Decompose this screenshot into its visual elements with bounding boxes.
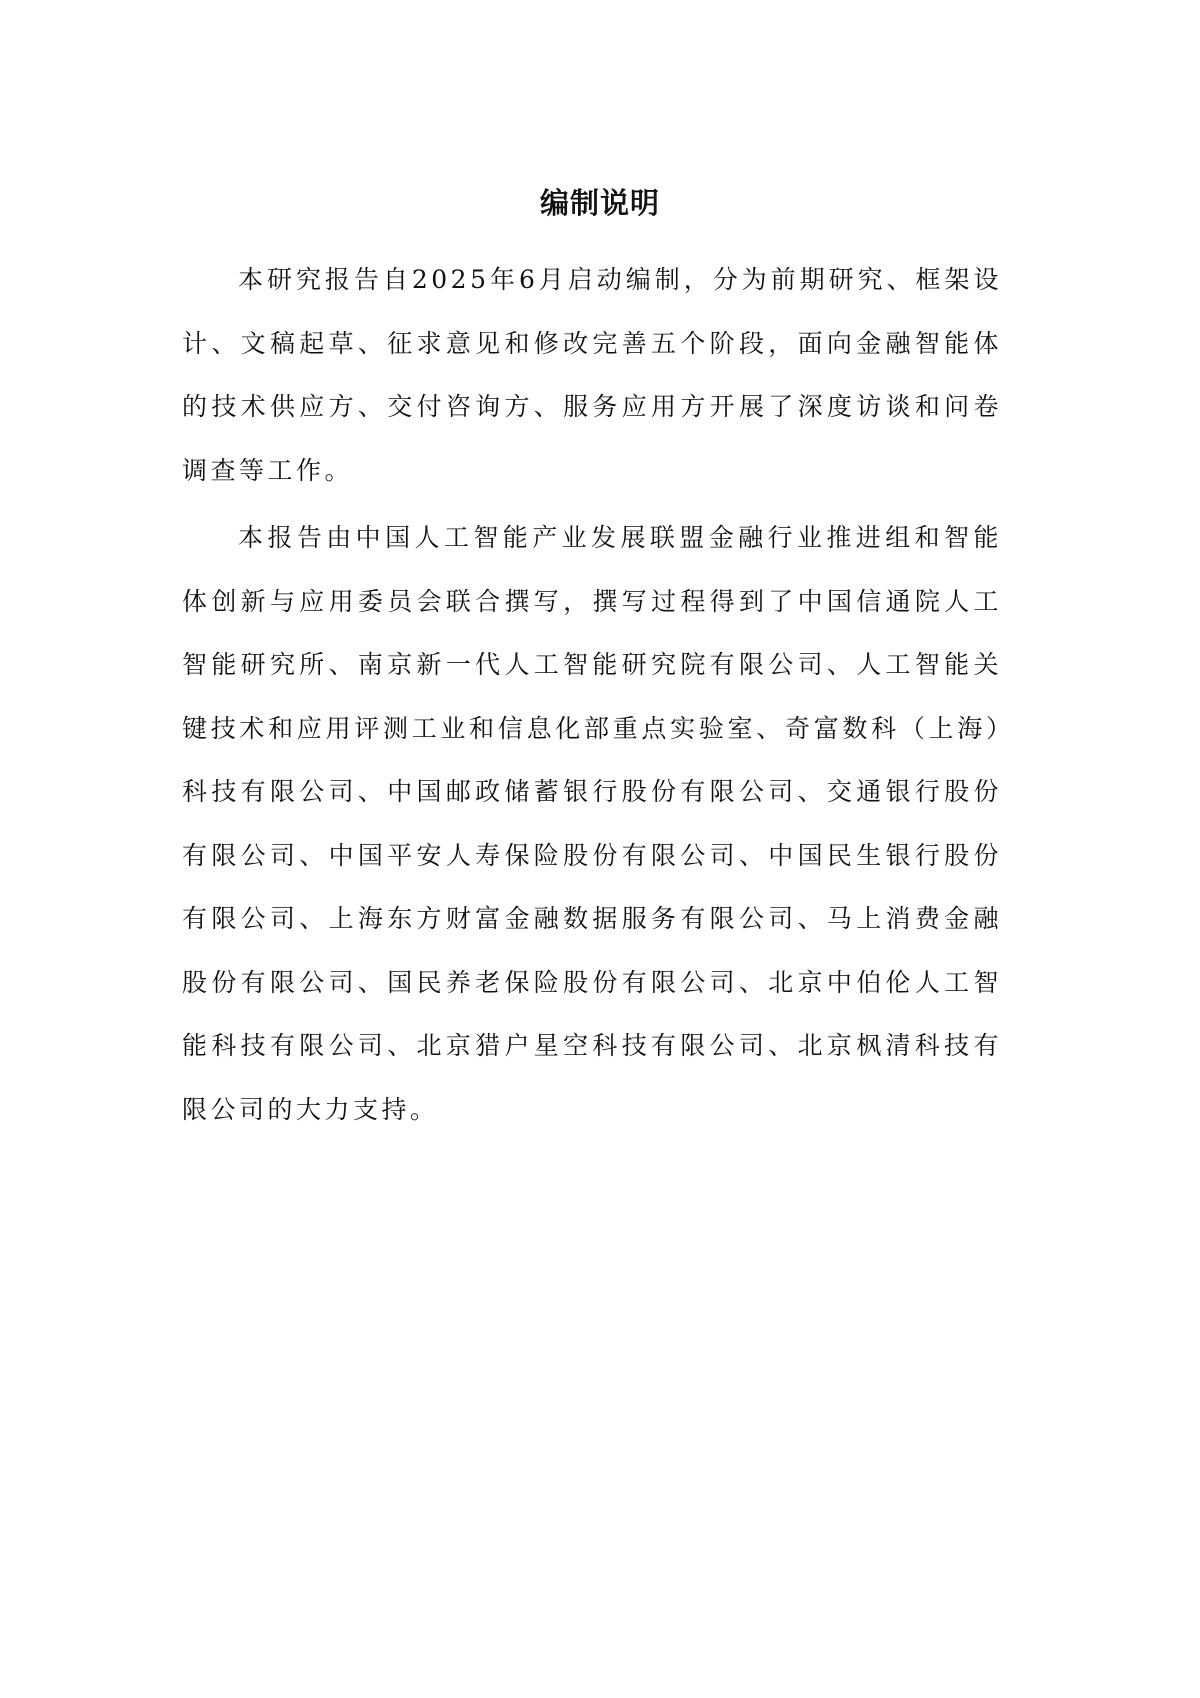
paragraph-compilation-process: 本研究报告自2025年6月启动编制，分为前期研究、框架设计、文稿起草、征求意见和修改完善五个阶段，面向金融智能体的技术供应方、交付咨询方、服务应用方开展了深度访谈和问卷调查等工作。 [182,265,1002,485]
document-body [182,248,1002,1145]
page-title: 编制说明 [539,186,660,220]
paragraph-acknowledgements: 本报告由中国人工智能产业发展联盟金融行业推进组和智能体创新与应用委员会联合撰写，撰写过程得到了中国信通院人工智能研究所、南京新一代人工智能研究院有限公司、人工智能关键技术和应用评测工业和信息化部重点实验室、奇富数科（上海）科技有限公司、中国邮政储蓄银行股份有限公司、交通银行股份有限公司、中国平安人寿保险股份有限公司、中国民生银行股份有限公司、上海东方财富金融数据服务有限公司、马上消费金融股份有限公司、国民养老保险股份有限公司、北京中伯伦人工智能科技有限公司、北京猎户星空科技有限公司、北京枫清科技有限公司的大力支持。 [182,523,1002,1124]
